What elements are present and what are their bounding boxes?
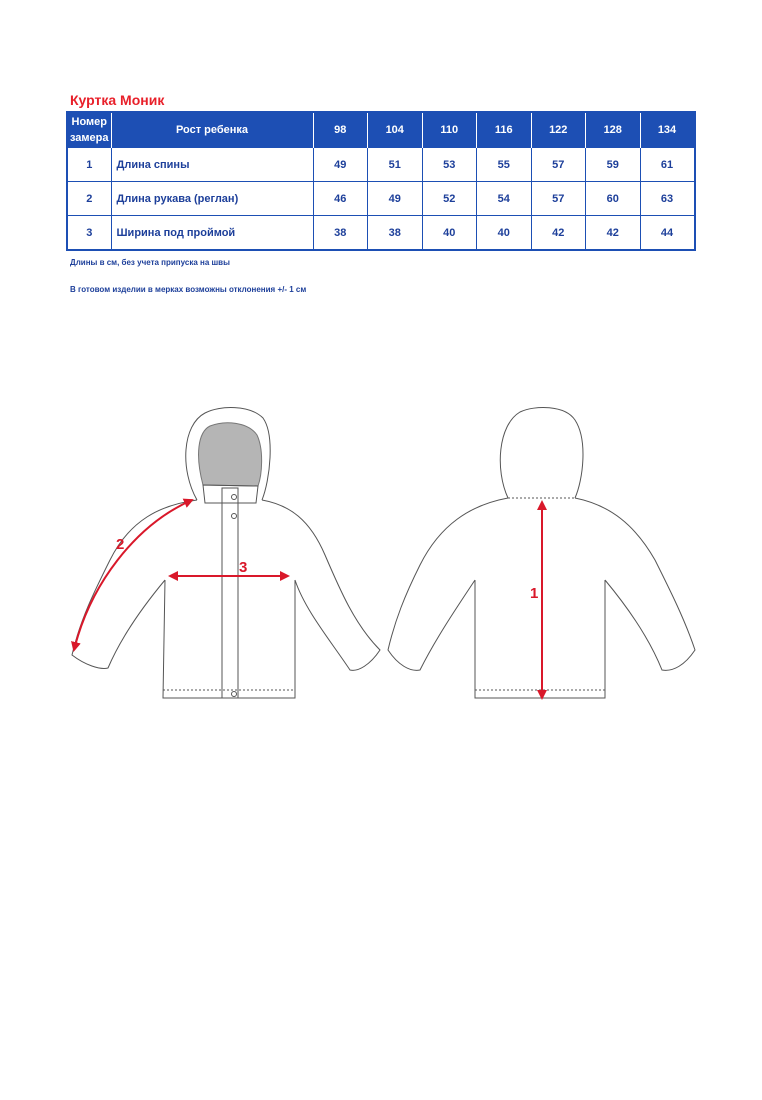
- front-right-sleeve: [262, 500, 380, 670]
- row-name: Ширина под проймой: [111, 216, 313, 251]
- front-button: [232, 495, 237, 500]
- row-value: 51: [368, 148, 423, 182]
- row-value: 49: [368, 182, 423, 216]
- row-value: 52: [422, 182, 477, 216]
- row-value: 49: [313, 148, 368, 182]
- back-length-label: 1: [530, 585, 539, 602]
- header-measure-number-text: Номер замера: [69, 116, 109, 144]
- front-button: [232, 692, 237, 697]
- header-size: 134: [640, 112, 695, 148]
- row-value: 40: [422, 216, 477, 251]
- row-value: 42: [531, 216, 586, 251]
- row-name: Длина спины: [111, 148, 313, 182]
- row-value: 61: [640, 148, 695, 182]
- header-size: 98: [313, 112, 368, 148]
- sleeve-length-label: 2: [116, 536, 125, 553]
- row-value: 42: [586, 216, 641, 251]
- front-left-sleeve: [72, 500, 197, 668]
- row-value: 57: [531, 182, 586, 216]
- row-value: 54: [477, 182, 532, 216]
- back-hood-outline: [500, 407, 583, 498]
- back-right-sleeve: [575, 498, 695, 670]
- header-size: 110: [422, 112, 477, 148]
- header-child-height: Рост ребенка: [111, 112, 313, 148]
- row-number: 2: [67, 182, 111, 216]
- row-value: 60: [586, 182, 641, 216]
- front-body: [163, 580, 295, 698]
- header-size: 128: [586, 112, 641, 148]
- front-zipper-placket: [222, 488, 238, 698]
- row-name: Длина рукава (реглан): [111, 182, 313, 216]
- tolerance-note: В готовом изделии в мерках возможны отклонения +/- 1 см: [70, 285, 307, 294]
- row-value: 38: [313, 216, 368, 251]
- row-value: 63: [640, 182, 695, 216]
- row-value: 38: [368, 216, 423, 251]
- front-button: [232, 514, 237, 519]
- front-hood-lining: [199, 423, 262, 486]
- row-value: 46: [313, 182, 368, 216]
- row-value: 44: [640, 216, 695, 251]
- back-left-sleeve: [388, 498, 508, 670]
- row-value: 59: [586, 148, 641, 182]
- header-size: 122: [531, 112, 586, 148]
- header-size: 116: [477, 112, 532, 148]
- row-value: 57: [531, 148, 586, 182]
- row-value: 40: [477, 216, 532, 251]
- page-title: Куртка Моник: [70, 92, 165, 108]
- units-note: Длины в см, без учета припуска на швы: [70, 258, 230, 267]
- chest-width-label: 3: [239, 559, 248, 576]
- row-number: 3: [67, 216, 111, 251]
- row-value: 53: [422, 148, 477, 182]
- row-number: 1: [67, 148, 111, 182]
- back-body: [475, 580, 605, 698]
- row-value: 55: [477, 148, 532, 182]
- header-size: 104: [368, 112, 423, 148]
